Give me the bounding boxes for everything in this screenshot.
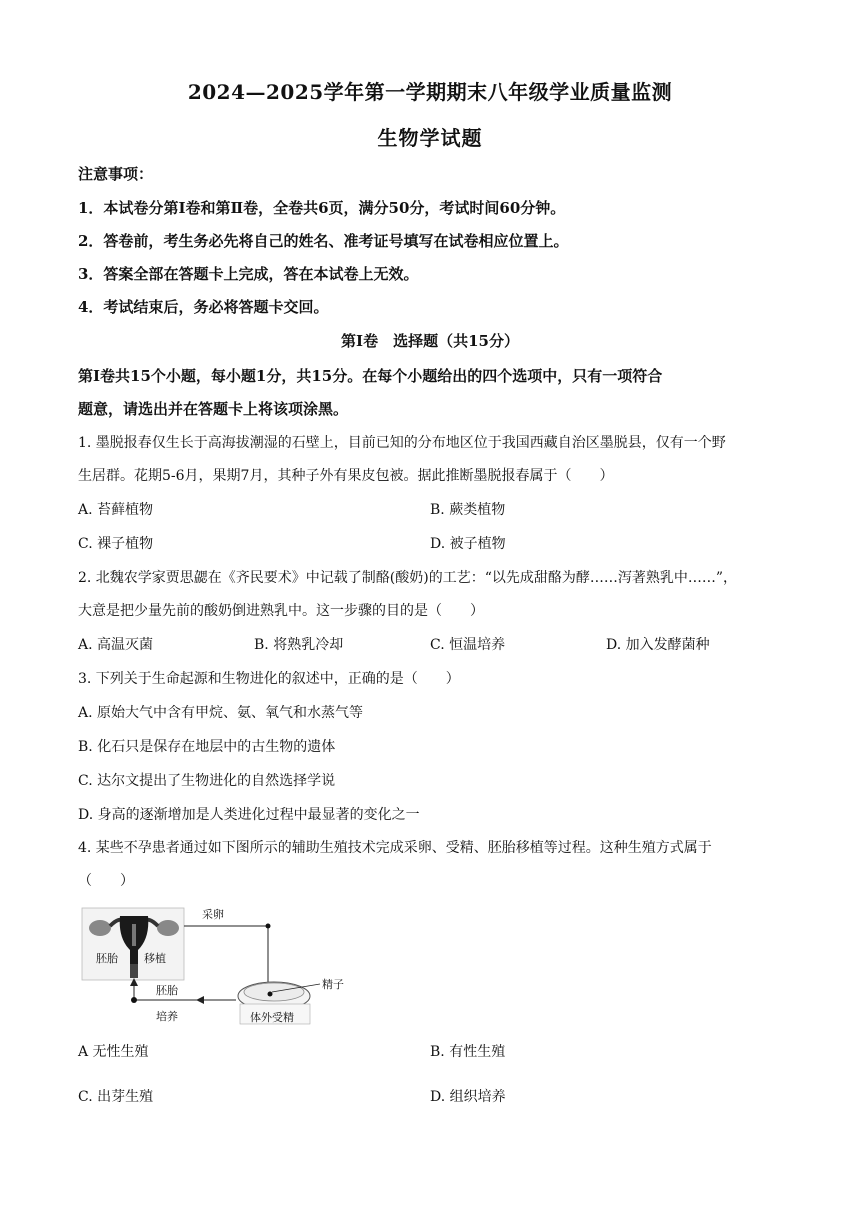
question-3-option-c: C. 达尔文提出了生物进化的自然选择学说 — [78, 773, 336, 789]
label-embryo: 胚胎 — [96, 953, 118, 965]
question-3-option-a: A. 原始大气中含有甲烷、氨、氧气和水蒸气等 — [78, 705, 364, 721]
question-4-stem-line-1: 4. 某些不孕患者通过如下图所示的辅助生殖技术完成采卵、受精、胚胎移植等过程。这种生殖方式属于 — [78, 840, 712, 856]
label-culture: 培养 — [156, 1011, 178, 1023]
question-4-option-d: D. 组织培养 — [430, 1089, 506, 1105]
label-transfer: 移植 — [144, 953, 166, 965]
question-4-option-b: B. 有性生殖 — [430, 1044, 506, 1060]
question-4-option-a: A 无性生殖 — [78, 1044, 149, 1060]
note-item-3: 3．答案全部在答题卡上完成，答在本试卷上无效。 — [78, 265, 419, 283]
exam-subtitle: 生物学试题 — [377, 126, 483, 150]
note-item-1: 1．本试卷分第Ⅰ卷和第Ⅱ卷，全卷共6页，满分50分，考试时间60分钟。 — [78, 199, 566, 217]
question-1-stem-line-2: 生居群。花期5-6月，果期7月，其种子外有果皮包被。据此推断墨脱报春属于（ ） — [78, 468, 614, 484]
question-3-option-b: B. 化石只是保存在地层中的古生物的遗体 — [78, 739, 336, 755]
question-3-stem: 3. 下列关于生命起源和生物进化的叙述中，正确的是（ ） — [78, 671, 460, 687]
section-instructions-1: 第Ⅰ卷共15个小题，每小题1分，共15分。在每个小题给出的四个选项中，只有一项符合 — [78, 367, 663, 385]
question-2-stem-line-2: 大意是把少量先前的酸奶倒进熟乳中。这一步骤的目的是（ ） — [78, 603, 484, 619]
question-1-option-d: D. 被子植物 — [430, 536, 506, 552]
section-instructions-2: 题意，请选出并在答题卡上将该项涂黑。 — [78, 400, 349, 418]
label-ivf: 体外受精 — [250, 1012, 294, 1024]
question-1-option-c: C. 裸子植物 — [78, 536, 154, 552]
question-4-stem-line-2: （ ） — [78, 873, 134, 889]
label-sperm: 精子 — [322, 979, 344, 991]
uterus-illustration — [82, 908, 184, 980]
label-egg-collection: 采卵 — [202, 909, 224, 921]
question-2-option-c: C. 恒温培养 — [430, 637, 506, 653]
note-item-4: 4．考试结束后，务必将答题卡交回。 — [78, 298, 329, 316]
note-item-2: 2．答卷前，考生务必先将自己的姓名、准考证号填写在试卷相应位置上。 — [78, 232, 569, 250]
question-2-option-a: A. 高温灭菌 — [78, 637, 154, 653]
question-4-option-c: C. 出芽生殖 — [78, 1089, 154, 1105]
label-embryo-2: 胚胎 — [156, 985, 178, 997]
question-1-option-a: A. 苔藓植物 — [78, 502, 154, 518]
notes-heading: 注意事项： — [78, 165, 154, 183]
question-2-option-b: B. 将熟乳冷却 — [254, 637, 344, 653]
question-2-option-d: D. 加入发酵菌种 — [606, 637, 710, 653]
exam-title: 2024—2025学年第一学期期末八年级学业质量监测 — [187, 80, 673, 104]
question-1-option-b: B. 蕨类植物 — [430, 502, 506, 518]
question-3-option-d: D. 身高的逐渐增加是人类进化过程中最显著的变化之一 — [78, 807, 420, 823]
section-title: 第Ⅰ卷 选择题（共15分） — [341, 332, 519, 350]
question-2-stem-line-1: 2. 北魏农学家贾思勰在《齐民要术》中记载了制酪(酸奶)的工艺：“以先成甜酪为酵……泻著熟乳中……”， — [78, 570, 738, 586]
question-1-stem-line-1: 1. 墨脱报春仅生长于高海拔潮湿的石壁上，目前已知的分布地区位于我国西藏自治区墨脱县，仅有一个野 — [78, 435, 726, 451]
ivf-diagram — [80, 904, 350, 1028]
